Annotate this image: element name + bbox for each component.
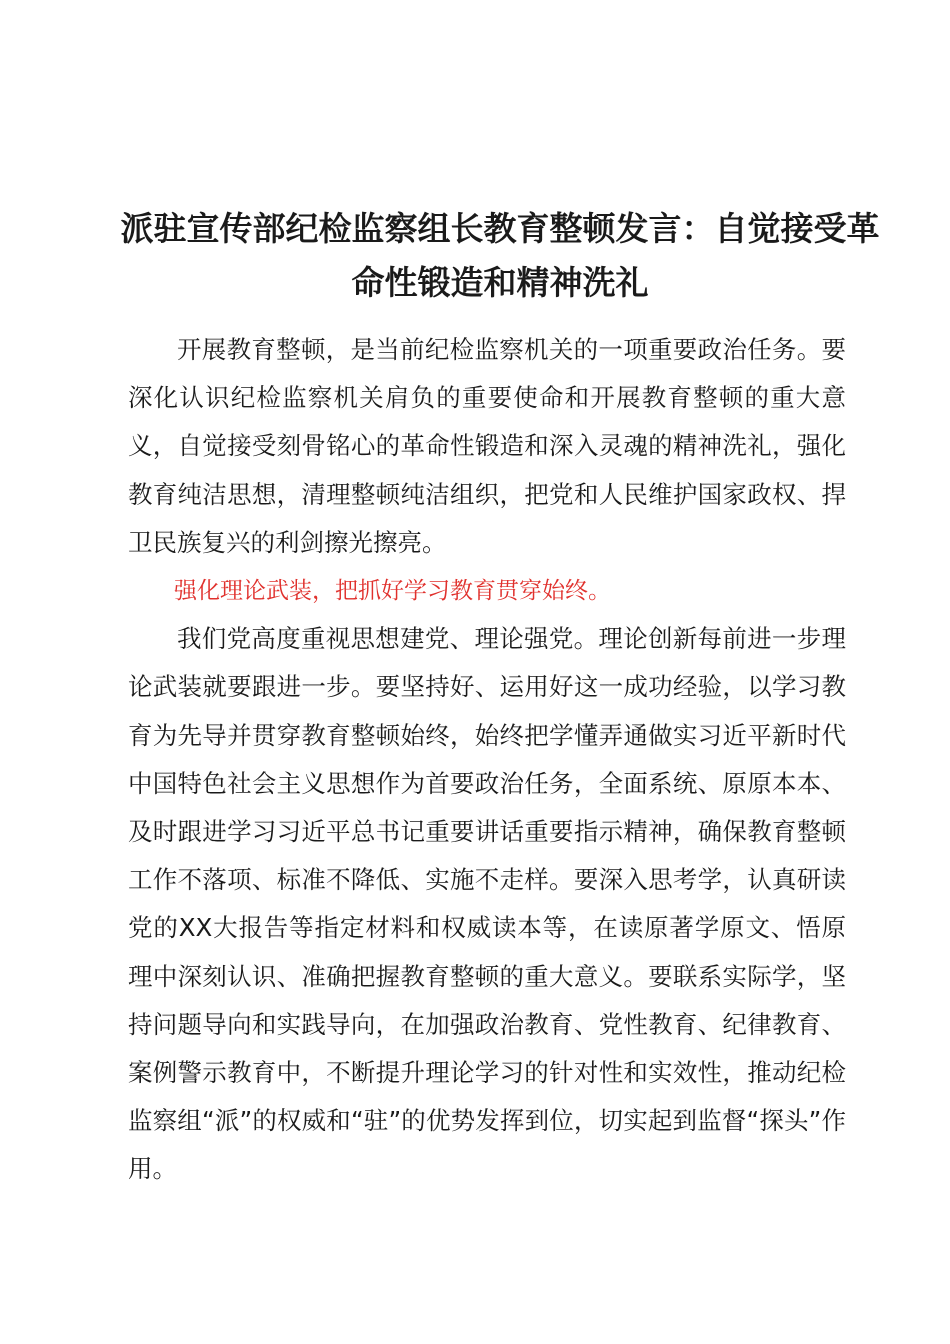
document-title: 派驻宣传部纪检监察组长教育整顿发言：自觉接受革命性锻造和精神洗礼: [120, 209, 880, 302]
section-heading: 强化理论武装，把抓好学习教育贯穿始终。: [174, 578, 611, 605]
document-body: [128, 326, 846, 1194]
intro-paragraph: 开展教育整顿，是当前纪检监察机关的一项重要政治任务。要深化认识纪检监察机关肩负的重要使命和开展教育整顿的重大意义，自觉接受刻骨铭心的革命性锻造和深入灵魂的精神洗礼，强化教育纯洁思想，清理整顿纯洁组织，把党和人民维护国家政权、捍卫民族复兴的利剑擦光擦亮。: [128, 335, 846, 557]
section-paragraph: 我们党高度重视思想建党、理论强党。理论创新每前进一步理论武装就要跟进一步。要坚持好、运用好这一成功经验，以学习教育为先导并贯穿教育整顿始终，始终把学懂弄通做实习近平新时代中国特色社会主义思想作为首要政治任务，全面系统、原原本本、及时跟进学习习近平总书记重要讲话重要指示精神，确保教育整顿工作不落项、标准不降低、实施不走样。要深入思考学，认真研读党的XX大报告等指定材料和权威读本等，在读原著学原文、悟原理中深刻认识、准确把握教育整顿的重大意义。要联系实际学，坚持问题导向和实践导向，在加强政治教育、党性教育、纪律教育、案例警示教育中，不断提升理论学习的针对性和实效性，推动纪检监察组“派”的权威和“驻”的优势发挥到位，切实起到监督“探头”作用。: [128, 624, 846, 1184]
